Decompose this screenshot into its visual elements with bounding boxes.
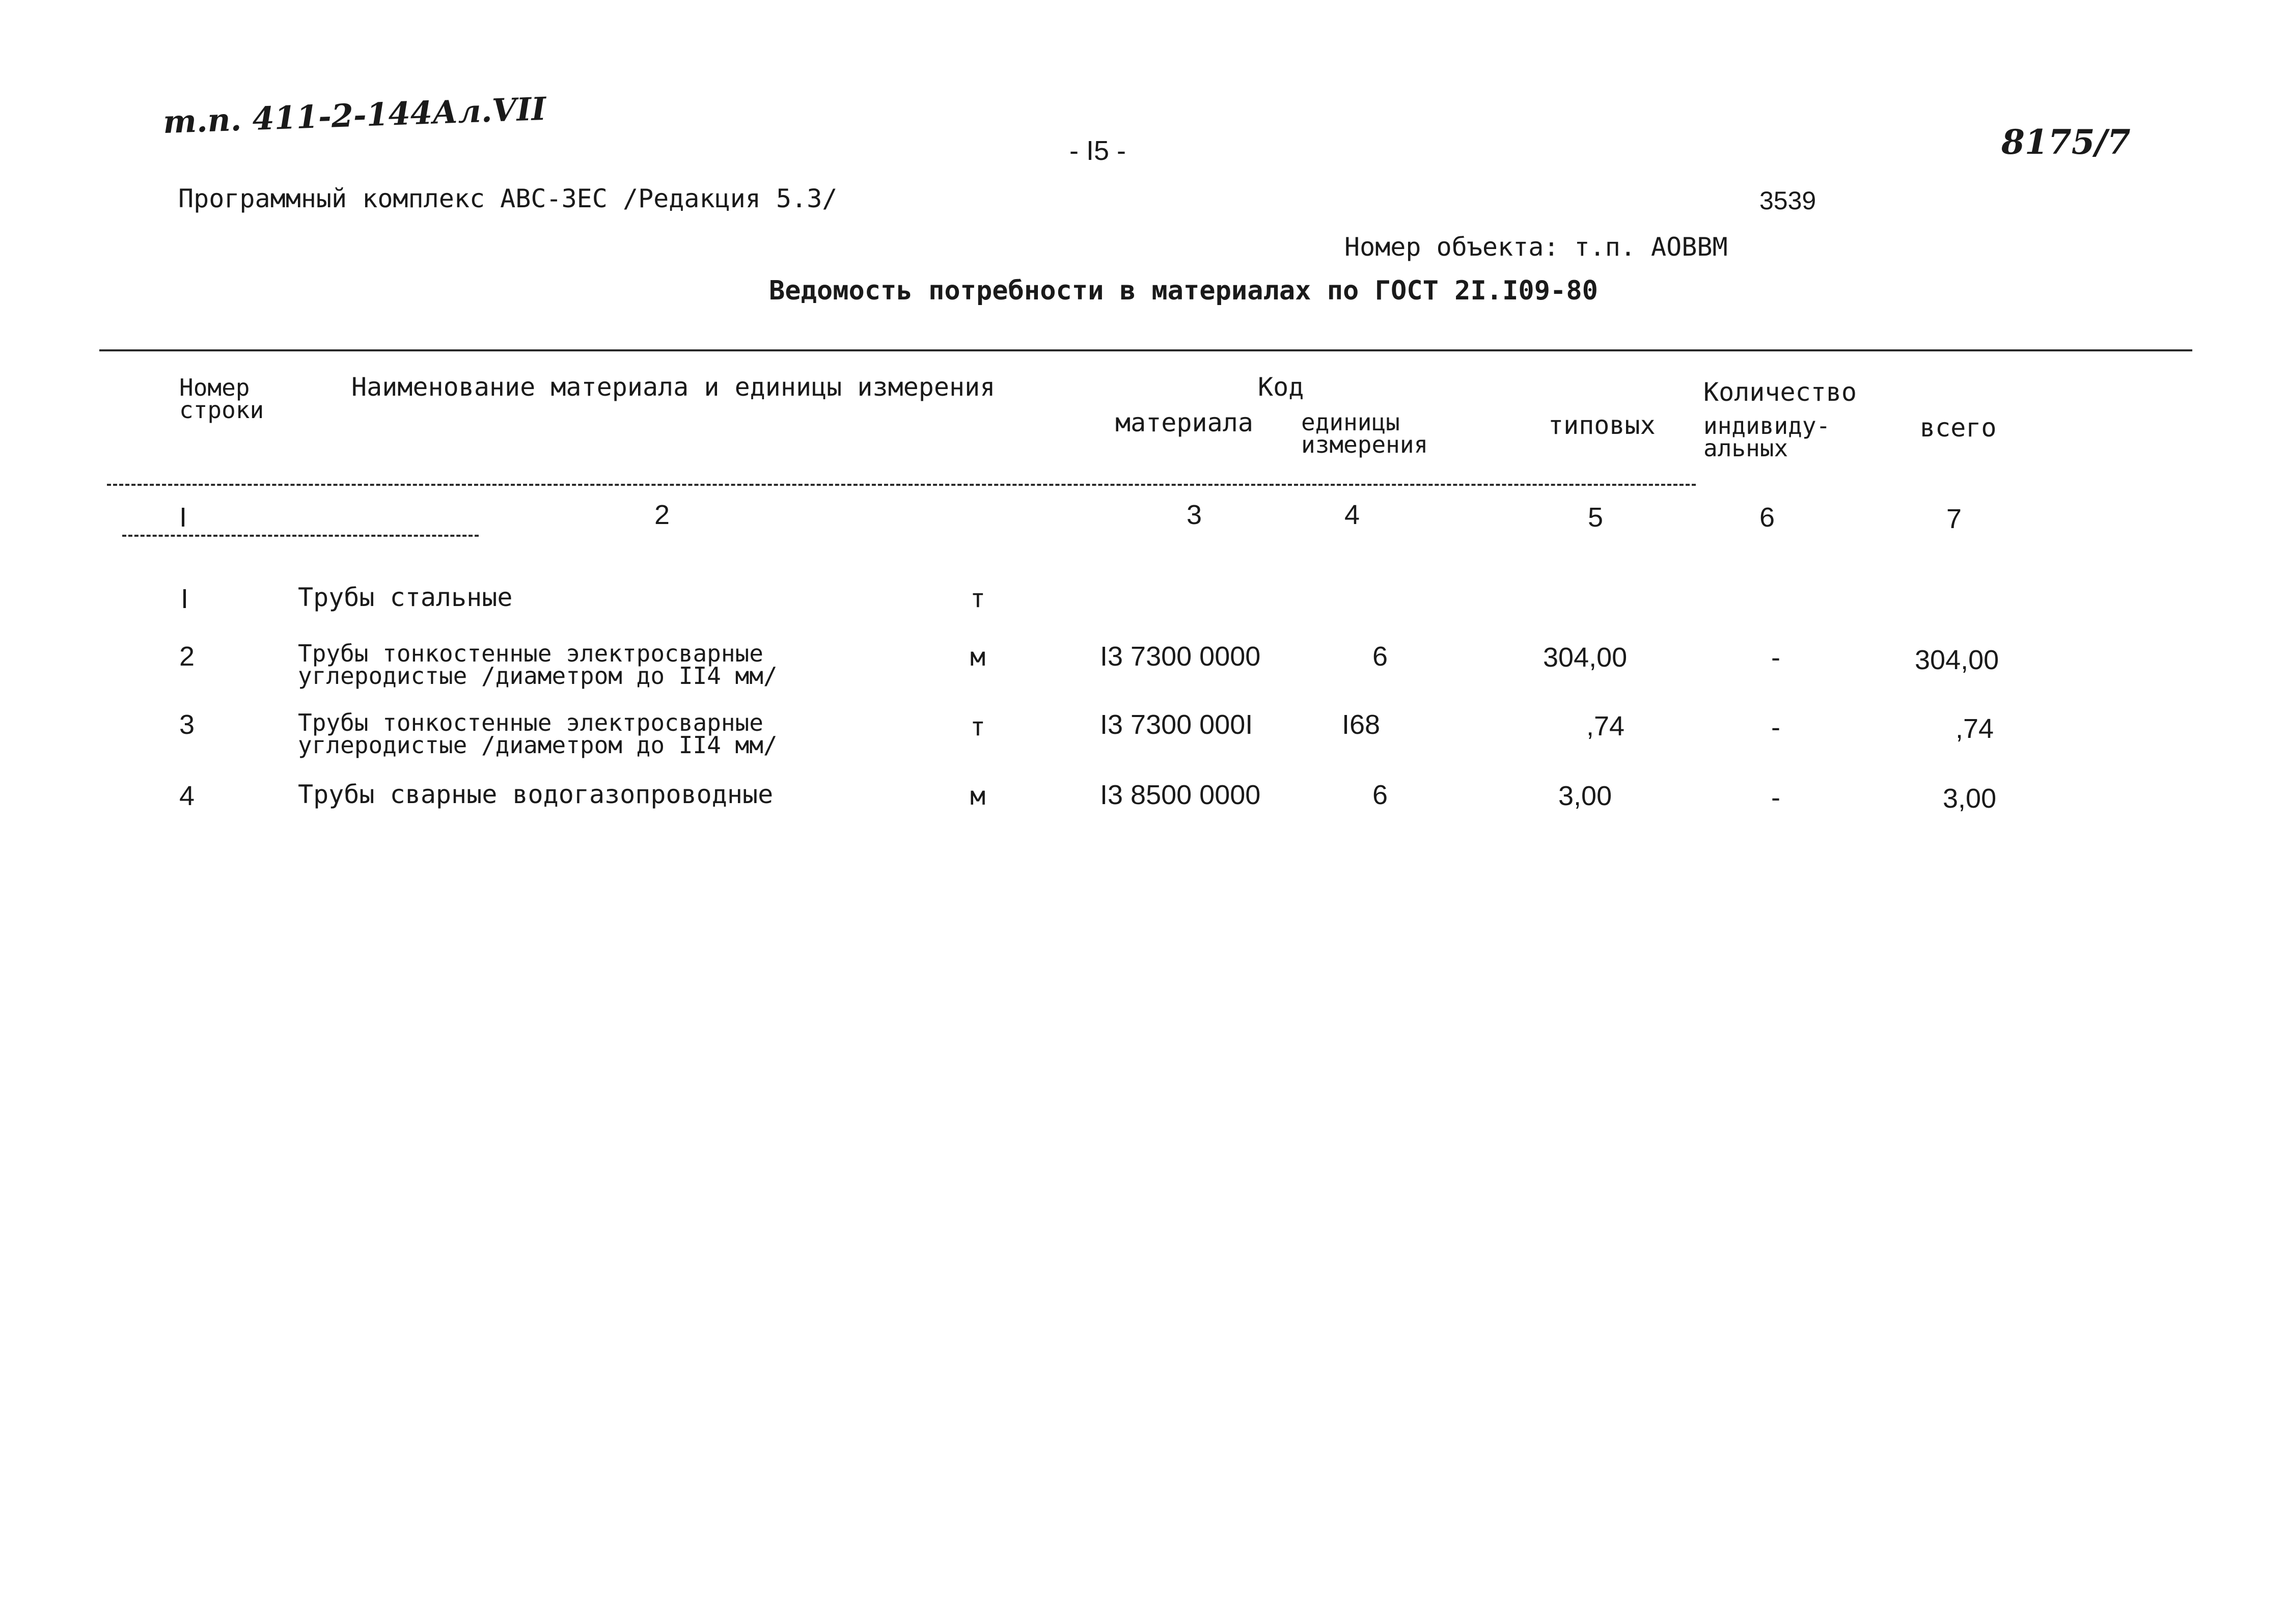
- typical-quantity: 304,00: [1543, 642, 1628, 673]
- column-number: 2: [654, 500, 670, 530]
- row-number: 2: [179, 641, 195, 672]
- header-total: всего: [1920, 413, 1997, 443]
- page-number: - I5 -: [1069, 135, 1126, 166]
- total-quantity: 3,00: [1943, 783, 1997, 814]
- material-code: I3 8500 0000: [1100, 780, 1261, 810]
- column-number-rule: [122, 535, 479, 537]
- header-individual: индивиду- альных: [1703, 412, 1831, 462]
- material-name: Трубы тонкостенные электросварные углеродистые /диаметром до II4 мм/: [298, 640, 778, 690]
- header-typical: типовых: [1548, 410, 1656, 440]
- unit: т: [970, 712, 986, 741]
- unit: т: [970, 584, 986, 613]
- row-number: I: [181, 584, 189, 614]
- material-name: Трубы сварные водогазопроводные: [298, 780, 774, 809]
- unit-code: 6: [1372, 780, 1388, 810]
- row-number: 3: [179, 709, 195, 740]
- total-quantity: 304,00: [1915, 645, 1999, 675]
- total-quantity: ,74: [1956, 713, 1994, 744]
- column-number: 7: [1946, 504, 1962, 534]
- typical-quantity: ,74: [1586, 711, 1625, 741]
- individual-quantity: -: [1771, 712, 1780, 742]
- software-name: Программный комплекс АВС-ЗЕС /Редакция 5.3/: [178, 184, 838, 213]
- header-code-group: Код: [1258, 372, 1304, 402]
- header-quantity-group: Количество: [1703, 377, 1857, 407]
- page-title: Ведомость потребности в материалах по ГОСТ 2I.I09-80: [769, 276, 1598, 306]
- header-material-name: Наименование материала и единицы измерения: [351, 372, 996, 402]
- handwritten-doc-ref: т.п. 411-2-144Ал.VII: [162, 90, 547, 141]
- row-number: 4: [179, 781, 195, 811]
- unit: м: [970, 642, 986, 672]
- column-number: 5: [1588, 502, 1604, 533]
- document-code: 3539: [1759, 186, 1816, 215]
- individual-quantity: -: [1771, 782, 1780, 813]
- material-code: I3 7300 0000: [1100, 641, 1261, 672]
- table-top-rule: [99, 349, 2192, 351]
- typical-quantity: 3,00: [1558, 781, 1612, 811]
- unit-code: 6: [1372, 641, 1388, 672]
- individual-quantity: -: [1771, 642, 1780, 673]
- object-number: Номер объекта: т.п. АОВВМ: [1344, 232, 1728, 262]
- material-code: I3 7300 000I: [1100, 709, 1253, 740]
- column-number: 4: [1344, 500, 1360, 530]
- handwritten-archive-number: 8175/7: [2001, 122, 2131, 162]
- column-number: 3: [1187, 500, 1202, 530]
- header-row-number: Номер строки: [179, 374, 264, 424]
- header-bottom-rule: [107, 484, 1696, 486]
- material-name: Трубы стальные: [298, 583, 513, 612]
- unit: м: [970, 781, 986, 811]
- header-unit-code: единицы измерения: [1301, 408, 1428, 458]
- column-number: 6: [1759, 502, 1775, 533]
- column-number: I: [179, 502, 187, 533]
- header-material-code: материала: [1115, 408, 1253, 437]
- material-name: Трубы тонкостенные электросварные углеродистые /диаметром до II4 мм/: [298, 709, 778, 759]
- unit-code: I68: [1342, 709, 1381, 740]
